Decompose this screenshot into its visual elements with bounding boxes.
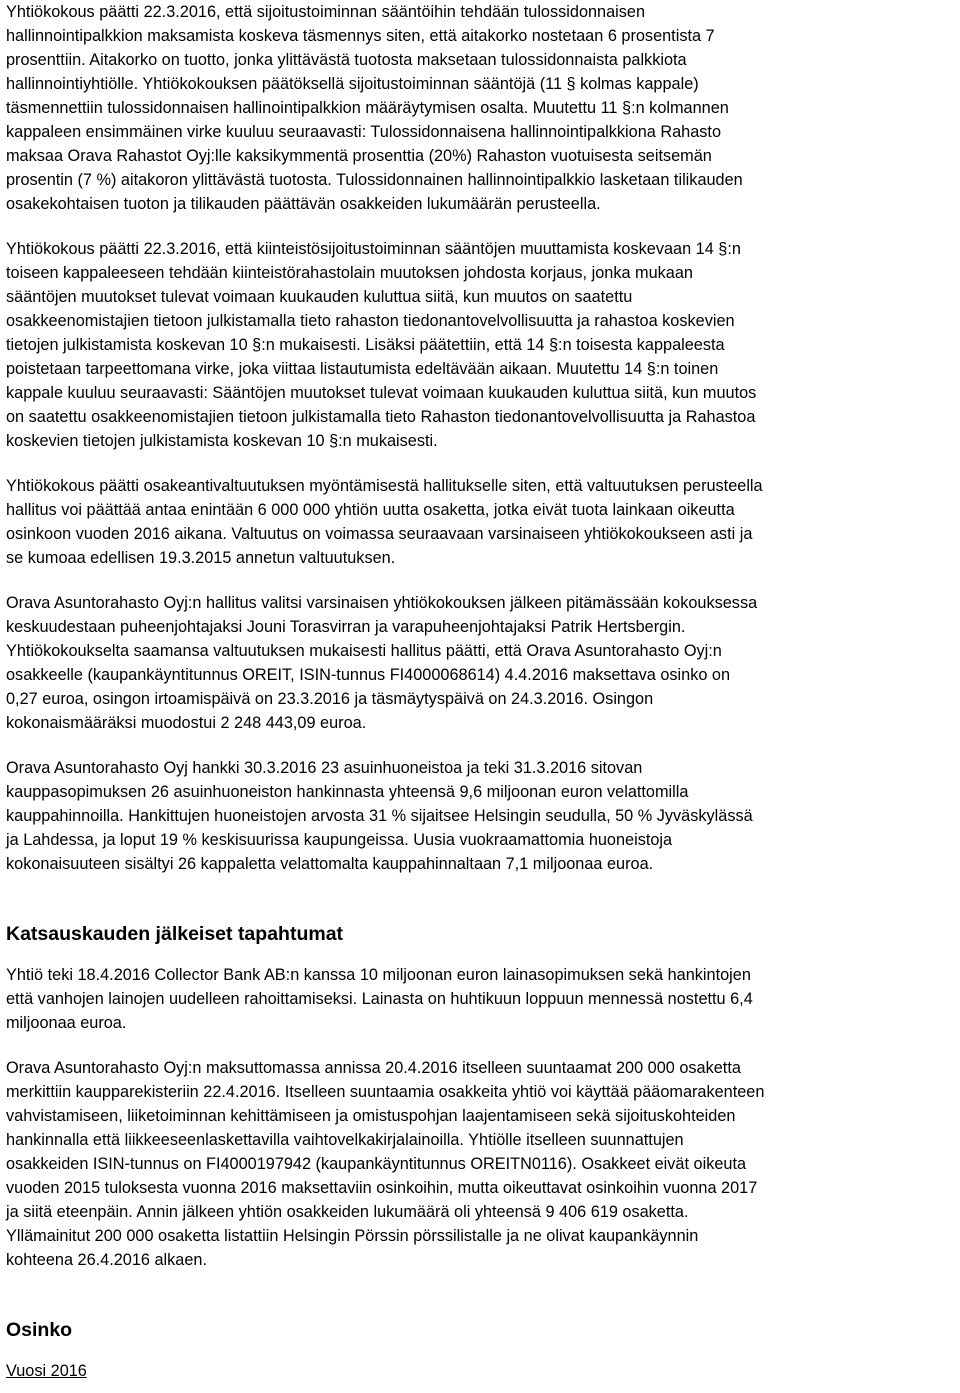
paragraph-rules-amendment: Yhtiökokous päätti 22.3.2016, että kiinteistösijoitustoiminnan sääntöjen muuttamista koskevaan 14 §:n toiseen kappaleeseen tehdään kiinteistörahastolain muutoksen johdosta korjaus, jonka mukaan sääntöjen muutokset tulevat voimaan kuukauden kuluttua siitä, kun muutos on saatettu osakkeenomistajien tietoon julkistamalla tieto rahaston tiedonantovelvollisuutta ja rahastoa koskevien tietojen julkistamista koskevan 10 §:n mukaisesti. Lisäksi päätettiin, että 14 §:n toisesta kappaleesta poistetaan tarpeettomana virke, joka viittaa listautumista edeltävään aikaan. Muutettu 14 §:n toinen kappale kuuluu seuraavasti: Sääntöjen muutokset tulevat voimaan kuukauden kuluttua siitä, kun muutos on saatettu osakkeenomistajien tietoon julkistamalla tieto Rahaston tiedonantovelvollisuutta ja Rahastoa koskevien tietojen julkistamista koskevan 10 §:n mukaisesti. (6, 240, 757, 450)
subheading-year: Vuosi 2016 (6, 1362, 87, 1380)
section-heading-dividend: Osinko (6, 1319, 73, 1341)
section-heading-events-after: Katsauskauden jälkeiset tapahtumat (6, 923, 344, 945)
paragraph-board-and-dividend: Orava Asuntorahasto Oyj:n hallitus valitsi varsinaisen yhtiökokouksen jälkeen pitämässään kokouksessa keskuudestaan puheenjohtajaksi Jouni Torasvirran ja varapuheenjohtajaksi Patrik Hertsbergin. Yhtiökokoukselta saamansa valtuutuksen mukaisesti hallitus päätti, että Orava Asuntorahasto Oyj:n osakkeelle (kaupankäyntitunnus OREIT, ISIN-tunnus FI4000068614) 4.4.2016 maksettava osinko on 0,27 euroa, osingon irtoamispäivä on 23.3.2016 ja täsmäytyspäivä on 24.3.2016. Osingon kokonaismääräksi muodostui 2 248 443,09 euroa. (6, 594, 758, 732)
paragraph-loan-agreement: Yhtiö teki 18.4.2016 Collector Bank AB:n kanssa 10 miljoonan euron lainasopimuksen sekä hankintojen että vanhojen lainojen uudelleen rahoittamiseksi. Lainasta on huhtikuun loppuun mennessä nostettu 6,4 miljoonaa euroa. (6, 966, 753, 1032)
paragraph-return-threshold: Yhtiökokous päätti 22.3.2016, että sijoitustoiminnan sääntöihin tehdään tulossidonnaisen hallinnointipalkkion maksamista koskeva täsmennys siten, että aitakorko nostetaan 6 prosentista 7 prosenttiin. Aitakorko on tuotto, jonka ylittävästä tuotosta maksetaan tulossidonnaista palkkiota hallinnointiyhtiölle. Yhtiökokouksen päätöksellä sijoitustoiminnan sääntöjä (11 § kolmas kappale) täsmennettiin tulossidonnaisen hallinointipalkkion määräytymisen osalta. Muutettu 11 §:n kolmannen kappaleen ensimmäinen virke kuuluu seuraavasti: Tulossidonnaisena hallinnointipalkkiona Rahasto maksaa Orava Rahastot Oyj:lle kaksikymmentä prosenttia (20%) Rahaston vuotuisesta seitsemän prosentin (7 %) aitakoron ylittävästä tuotosta. Tulossidonnainen hallinnointipalkkio lasketaan tilikauden osakekohtaisen tuoton ja tilikauden päättävän osakkeiden lukumäärän perusteella. (6, 3, 743, 213)
paragraph-share-issue-authorization: Yhtiökokous päätti osakeantivaltuutuksen myöntämisestä hallitukselle siten, että valtuutuksen perusteella hallitus voi päättää antaa enintään 6 000 000 yhtiön uutta osaketta, jotka eivät tuota lainkaan oikeutta osinkoon vuoden 2016 aikana. Valtuutus on voimassa seuraavaan varsinaiseen yhtiökokoukseen asti ja se kumoaa edellisen 19.3.2015 annetun valtuutuksen. (6, 477, 763, 567)
document-page (6, 0, 956, 1383)
paragraph-free-share-issue: Orava Asuntorahasto Oyj:n maksuttomassa annissa 20.4.2016 itselleen suuntaamat 200 000 osaketta merkittiin kaupparekisteriin 22.4.2016. Itselleen suuntaamia osakkeita yhtiö voi käyttää pääomarakenteen vahvistamiseen, liiketoiminnan kehittämiseen ja omistuspohjan laajentamiseen sekä sijoituskohteiden hankinnalla että liikkeeseenlaskettavilla vaihtovelkakirjalainoilla. Yhtiölle itselleen suunnattujen osakkeiden ISIN-tunnus on FI4000197942 (kaupankäyntitunnus OREITN0116). Osakkeet eivät oikeuta vuoden 2015 tuloksesta vuonna 2016 maksettaviin osinkoihin, mutta oikeuttavat osinkoihin vuonna 2017 ja siitä eteenpäin. Annin jälkeen yhtiön osakkeiden lukumäärä oli yhteensä 9 406 619 osaketta. Yllämainitut 200 000 osaketta listattiin Helsingin Pörssin pörssilistalle ja ne olivat kaupankäynnin kohteena 26.4.2016 alkaen. (6, 1059, 765, 1269)
paragraph-apartment-acquisitions: Orava Asuntorahasto Oyj hankki 30.3.2016 23 asuinhuoneistoa ja teki 31.3.2016 sitovan kauppasopimuksen 26 asuinhuoneiston hankinnasta yhteensä 9,6 miljoonan euron velattomilla kauppahinnoilla. Hankittujen huoneistojen arvosta 31 % sijaitsee Helsingin seudulla, 50 % Jyväskylässä ja Lahdessa, ja loput 19 % keskisuurissa kaupungeissa. Uusia vuokraamattomia huoneistoja kokonaisuuteen sisältyi 26 kappaletta velattomalta kauppahinnaltaan 7,1 miljoonaa euroa. (6, 759, 753, 873)
